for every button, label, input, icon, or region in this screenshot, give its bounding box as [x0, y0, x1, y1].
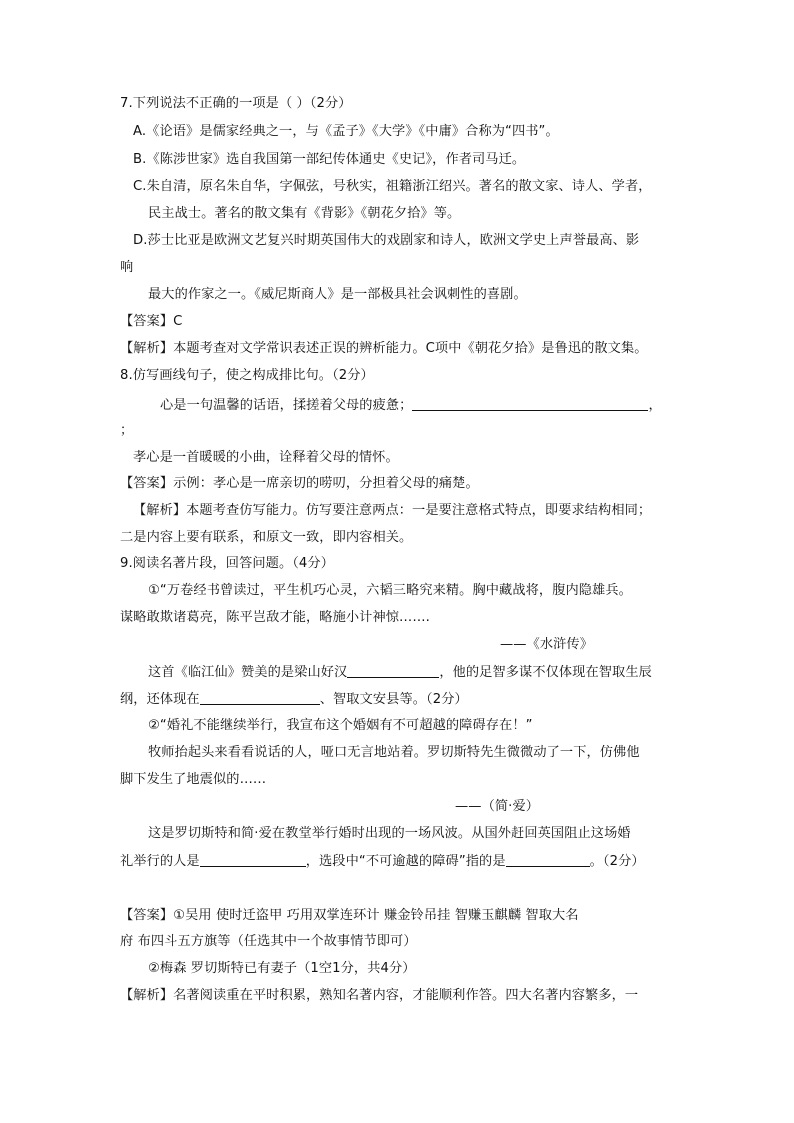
q8-line2: ； [120, 423, 134, 438]
q9-answer-line1: 【答案】①吴用 使时迁盗甲 巧用双掌连环计 赚金铃吊挂 智赚玉麒麟 智取大名 [120, 908, 579, 923]
q9-question2-line1: 这是罗切斯特和简·爱在教堂举行婚时出现的一场风波。从国外赶回英国阻止这场婚 [148, 826, 631, 841]
q7-option-b: B.《陈涉世家》选自我国第一部纪传体通史《史记》，作者司马迁。 [133, 152, 526, 167]
q9-blank-3[interactable] [200, 852, 306, 867]
q9-answer-line3: ②梅森 罗切斯特已有妻子（1空1分，共4分） [148, 961, 416, 976]
q9-q2-text-a: 礼举行的人是 [120, 854, 200, 869]
q9-question2-line2 [120, 852, 645, 871]
q9-passage2-line1: ②“婚礼不能继续举行，我宣布这个婚姻有不可超越的障碍存在！” [148, 718, 533, 733]
q9-q1-text-c: 纲，还体现在 [120, 692, 200, 707]
q9-q1-text-d: 、智取文安县等。（2分） [319, 692, 468, 707]
q7-option-d-line1: D.莎士比亚是欧洲文艺复兴时期英国伟大的戏剧家和诗人，欧洲文学史上声誉最高、影 [133, 233, 640, 248]
q8-line3: 孝心是一首暖暖的小曲，诠释着父母的情怀。 [133, 450, 399, 465]
q7-analysis: 【解析】本题考查对文学常识表述正误的辨析能力。C项中《朝花夕拾》是鲁迅的散文集。 [120, 341, 648, 356]
q9-q1-text-b: ，他的足智多谋不仅体现在智取生辰 [439, 665, 652, 680]
q8-analysis-line2: 二是内容上要有联系，和原文一致，即内容相关。 [120, 530, 413, 545]
q7-option-c-line2: 民主战士。著名的散文集有《背影》《朝花夕拾》等。 [148, 206, 461, 221]
q9-passage1-line2: 谋略敢欺诸葛亮，陈平岂敌才能，略施小计神惊……. [120, 610, 430, 625]
q7-stem: 7.下列说法不正确的一项是（ ）（2分） [120, 96, 352, 111]
q9-passage2-line3: 脚下发生了地震似的…… [120, 772, 267, 787]
q7-option-a: A.《论语》是儒家经典之一，与《孟子》《大学》《中庸》合称为“四书”。 [133, 124, 559, 139]
q9-blank-2[interactable] [200, 690, 320, 705]
q8-analysis-line1: 【解析】本题考查仿写能力。仿写要注意两点：一是要注意格式特点，即要求结构相同； [133, 503, 652, 518]
q8-line1-end: ， [648, 398, 662, 413]
q9-question1-line2 [120, 690, 468, 709]
q8-line1-text: 心是一句温馨的话语，揉搓着父母的疲惫； [160, 398, 413, 413]
q7-option-d-line3: 最大的作家之一。《威尼斯商人》是一部极具社会讽刺性的喜剧。 [148, 287, 527, 302]
q9-source1: ——《水浒传》 [500, 637, 594, 652]
q8-answer: 【答案】示例：孝心是一席亲切的唠叨，分担着父母的痛楚。 [120, 476, 479, 491]
q9-passage2-line2: 牧师抬起头来看看说话的人，哑口无言地站着。罗切斯特先生微微动了一下，仿佛他 [148, 745, 640, 760]
q9-q1-text-a: 这首《临江仙》赞美的是梁山好汉 [148, 665, 348, 680]
q9-answer-line2: 府 布四斗五方旗等（任选其中一个故事情节即可） [120, 934, 417, 949]
q9-q2-text-c: 。（2分） [589, 854, 645, 869]
q8-stem: 8.仿写画线句子，使之构成排比句。（2分） [120, 368, 374, 383]
q9-question1-line1 [148, 663, 652, 682]
q9-source2: ——（简·爱） [455, 799, 540, 814]
q7-option-c-line1: C.朱自清，原名朱自华，字佩弦，号秋实，祖籍浙江绍兴。著名的散文家、诗人、学者， [133, 179, 652, 194]
q9-blank-4[interactable] [506, 852, 590, 867]
q9-stem: 9.阅读名著片段，回答问题。（4分） [120, 556, 334, 571]
q8-line1 [160, 396, 662, 415]
q8-blank-1[interactable] [412, 396, 648, 411]
q9-blank-1[interactable] [347, 663, 439, 678]
q9-q2-text-b: ，选段中“不可逾越的障碍”指的是 [305, 854, 506, 869]
q7-option-d-line2: 响 [120, 260, 134, 275]
q9-analysis: 【解析】名著阅读重在平时积累，熟知名著内容，才能顺利作答。四大名著内容繁多，一 [120, 988, 639, 1003]
q7-answer: 【答案】C [120, 314, 183, 329]
q9-passage1-line1: ①“万卷经书曾读过，平生机巧心灵，六韬三略究来精。胸中藏战将，腹内隐雄兵。 [148, 583, 632, 598]
